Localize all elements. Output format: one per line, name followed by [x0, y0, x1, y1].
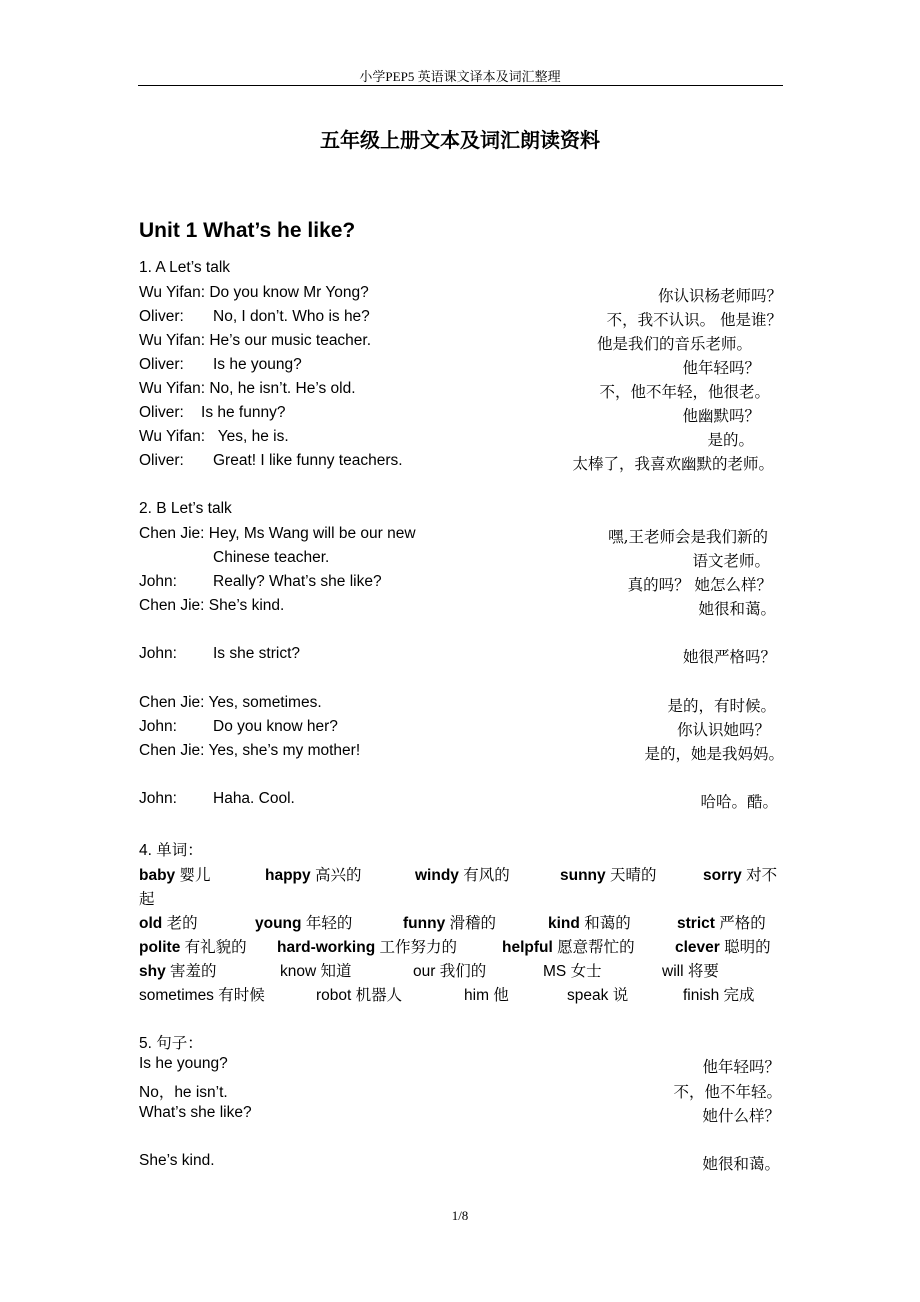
vocab-item [560, 863, 656, 885]
vocab-item [139, 983, 265, 1005]
vocab-item [139, 959, 217, 981]
dialogue-line-cn: 是的。 [707, 431, 754, 449]
dialogue-line-cn: 哈哈。酷。 [700, 793, 778, 811]
page-number: 1/8 [451, 1208, 469, 1223]
page-header: 小学PEP5 英语课文译本及词汇整理 [359, 69, 561, 84]
vocab-word: kind [548, 915, 580, 932]
dialogue-speaker: Oliver: [139, 452, 184, 469]
dialogue-line-en: Chen Jie: Hey, Ms Wang will be our new [139, 525, 416, 542]
dialogue-line-cn: 不，我不认识。 他是谁？ [606, 311, 782, 329]
dialogue-line-en: Chen Jie: Yes, sometimes. [139, 694, 322, 711]
vocab-meaning: 我们的 [439, 962, 487, 980]
vocab-word: will [662, 963, 684, 980]
dialogue-line-en: Wu Yifan: He’s our music teacher. [139, 332, 372, 349]
sentence-cn: 她很和蔼。 [702, 1155, 780, 1173]
dialogue-line-en: Chen Jie: Yes, she’s my mother! [139, 742, 361, 759]
vocab-item [265, 863, 361, 885]
heading-label: 句子： [156, 1034, 203, 1052]
dialogue-speaker: John: [139, 718, 177, 735]
sentence-cn: 不，他不年轻。 [673, 1083, 782, 1101]
heading-number: 4. [139, 842, 152, 859]
dialogue-speaker: John: [139, 645, 177, 662]
vocab-item [464, 983, 509, 1005]
vocab-item [403, 911, 496, 933]
dialogue-speaker: Oliver: [139, 308, 184, 325]
dialogue-line-cn: 不，他不年轻，他很老。 [599, 383, 770, 401]
vocab-item [413, 959, 486, 981]
vocab-meaning: 说 [612, 986, 629, 1004]
vocab-meaning: 害羞的 [170, 962, 217, 980]
dialogue-line-en: Chinese teacher. [213, 549, 330, 566]
vocab-meaning: 知道 [320, 962, 352, 980]
dialogue-line-cn: 他幽默吗？ [682, 407, 760, 425]
section-heading-sentences [139, 1031, 203, 1053]
sentence-en: She’s kind. [139, 1152, 215, 1169]
vocab-meaning: 有风的 [463, 866, 510, 884]
vocab-item [543, 959, 602, 981]
vocab-word: hard-working [277, 939, 376, 956]
dialogue-line-cn: 你认识杨老师吗？ [657, 287, 782, 305]
vocab-item [415, 863, 510, 885]
vocab-meaning: 和蔼的 [584, 914, 631, 932]
vocab-word: young [255, 915, 302, 932]
dialogue-line-en: No, I don’t. Who is he? [213, 308, 370, 325]
vocab-word: windy [415, 867, 459, 884]
heading-number: 5. [139, 1035, 152, 1052]
dialogue-line-en: Wu Yifan: Yes, he is. [139, 428, 289, 445]
vocab-word: strict [677, 915, 715, 932]
dialogue-line-en: Wu Yifan: Do you know Mr Yong? [139, 284, 369, 301]
vocab-word: clever [675, 939, 720, 956]
vocab-item [139, 911, 198, 933]
vocab-word: helpful [502, 939, 553, 956]
vocab-meaning: 完成 [723, 986, 755, 1004]
vocab-item [139, 863, 211, 885]
dialogue-line-cn: 语文老师。 [692, 552, 770, 570]
vocab-word: sometimes [139, 987, 214, 1004]
dialogue-line-cn: 她很严格吗？ [682, 648, 776, 666]
vocab-item [703, 863, 777, 885]
sentence-cn: 她什么样？ [702, 1107, 780, 1125]
vocab-meaning: 工作努力的 [379, 938, 457, 956]
vocab-item [662, 959, 719, 981]
vocab-meaning: 有礼貌的 [184, 938, 247, 956]
dialogue-line-en: Wu Yifan: No, he isn’t. He’s old. [139, 380, 356, 397]
vocab-item [675, 935, 771, 957]
section-heading-vocabulary [139, 838, 203, 860]
document-title: 五年级上册文本及词汇朗读资料 [320, 130, 600, 152]
vocab-meaning: 严格的 [719, 914, 766, 932]
section-heading-b-lets-talk: 2. B Let’s talk [139, 500, 232, 517]
dialogue-line-cn: 是的，她是我妈妈。 [644, 745, 784, 763]
vocab-meaning: 有时候 [218, 986, 265, 1004]
dialogue-line-en: Haha. Cool. [213, 790, 295, 807]
vocab-meaning: 聪明的 [724, 938, 771, 956]
vocab-word: him [464, 987, 489, 1004]
dialogue-line-cn: 太棒了，我喜欢幽默的老师。 [572, 455, 774, 473]
vocab-item [316, 983, 402, 1005]
header-rule [138, 85, 783, 86]
dialogue-speaker: Oliver: [139, 356, 184, 373]
vocab-word: funny [403, 915, 446, 932]
dialogue-line-cn: 她很和蔼。 [698, 600, 776, 618]
vocab-item [502, 935, 635, 957]
vocab-meaning: 机器人 [355, 986, 403, 1004]
sentence-en: Is he young? [139, 1055, 228, 1072]
vocab-meaning: 滑稽的 [449, 914, 497, 932]
dialogue-line-en: Is he young? [213, 356, 302, 373]
sentence-en: What’s she like? [139, 1104, 252, 1121]
sentence-en: No，he isn’t. [139, 1084, 228, 1101]
vocab-item [683, 983, 755, 1005]
vocab-item [280, 959, 352, 981]
vocab-word: our [413, 963, 436, 980]
vocab-item [548, 911, 631, 933]
vocab-word: happy [265, 867, 311, 884]
vocab-word: sorry [703, 867, 742, 884]
dialogue-line-en: Is she strict? [213, 645, 300, 662]
dialogue-speaker: John: [139, 790, 177, 807]
vocab-meaning: 将要 [687, 962, 719, 980]
dialogue-speaker: John: [139, 573, 177, 590]
vocab-word: MS [543, 963, 567, 980]
vocab-meaning: 愿意帮忙的 [557, 938, 635, 956]
vocab-meaning: 女士 [570, 962, 602, 980]
vocab-meaning: 老的 [166, 914, 198, 932]
vocab-word: robot [316, 987, 352, 1004]
vocab-meaning: 对不 [746, 866, 778, 884]
heading-label: 单词： [156, 841, 203, 859]
dialogue-line-cn: 嘿,王老师会是我们新的 [608, 528, 768, 546]
vocab-word: baby [139, 867, 176, 884]
dialogue-line-en: Really? What’s she like? [213, 573, 382, 590]
dialogue-line-en: Oliver: Is he funny? [139, 404, 286, 421]
vocab-item [255, 911, 352, 933]
vocab-meaning: 高兴的 [314, 866, 362, 884]
unit-heading: Unit 1 What’s he like? [139, 219, 356, 242]
dialogue-line-en: Chen Jie: She’s kind. [139, 597, 285, 614]
dialogue-line-en: Do you know her? [213, 718, 338, 735]
vocab-word: old [139, 915, 163, 932]
dialogue-line-cn: 他年轻吗？ [682, 359, 760, 377]
section-heading-a-lets-talk: 1. A Let’s talk [139, 259, 231, 276]
vocab-item [139, 935, 247, 957]
dialogue-line-cn: 真的吗？ 她怎么样？ [627, 576, 772, 594]
vocab-item [567, 983, 628, 1005]
dialogue-line-en: Great! I like funny teachers. [213, 452, 403, 469]
vocab-meaning: 婴儿 [179, 866, 211, 884]
dialogue-line-cn: 他是我们的音乐老师。 [596, 335, 752, 353]
vocab-word: finish [683, 987, 720, 1004]
vocab-word: polite [139, 939, 181, 956]
vocab-meaning: 年轻的 [305, 914, 353, 932]
dialogue-line-cn: 是的，有时候。 [667, 697, 776, 715]
vocab-wrap: 起 [139, 890, 155, 908]
vocab-word: sunny [560, 867, 606, 884]
vocab-word: shy [139, 963, 166, 980]
vocab-word: speak [567, 987, 609, 1004]
vocab-item [677, 911, 766, 933]
vocab-item [277, 935, 457, 957]
vocab-meaning: 他 [493, 986, 509, 1004]
vocab-word: know [280, 963, 317, 980]
vocab-meaning: 天晴的 [609, 866, 657, 884]
sentence-cn: 他年轻吗？ [702, 1058, 780, 1076]
dialogue-line-cn: 你认识她吗？ [676, 721, 770, 739]
